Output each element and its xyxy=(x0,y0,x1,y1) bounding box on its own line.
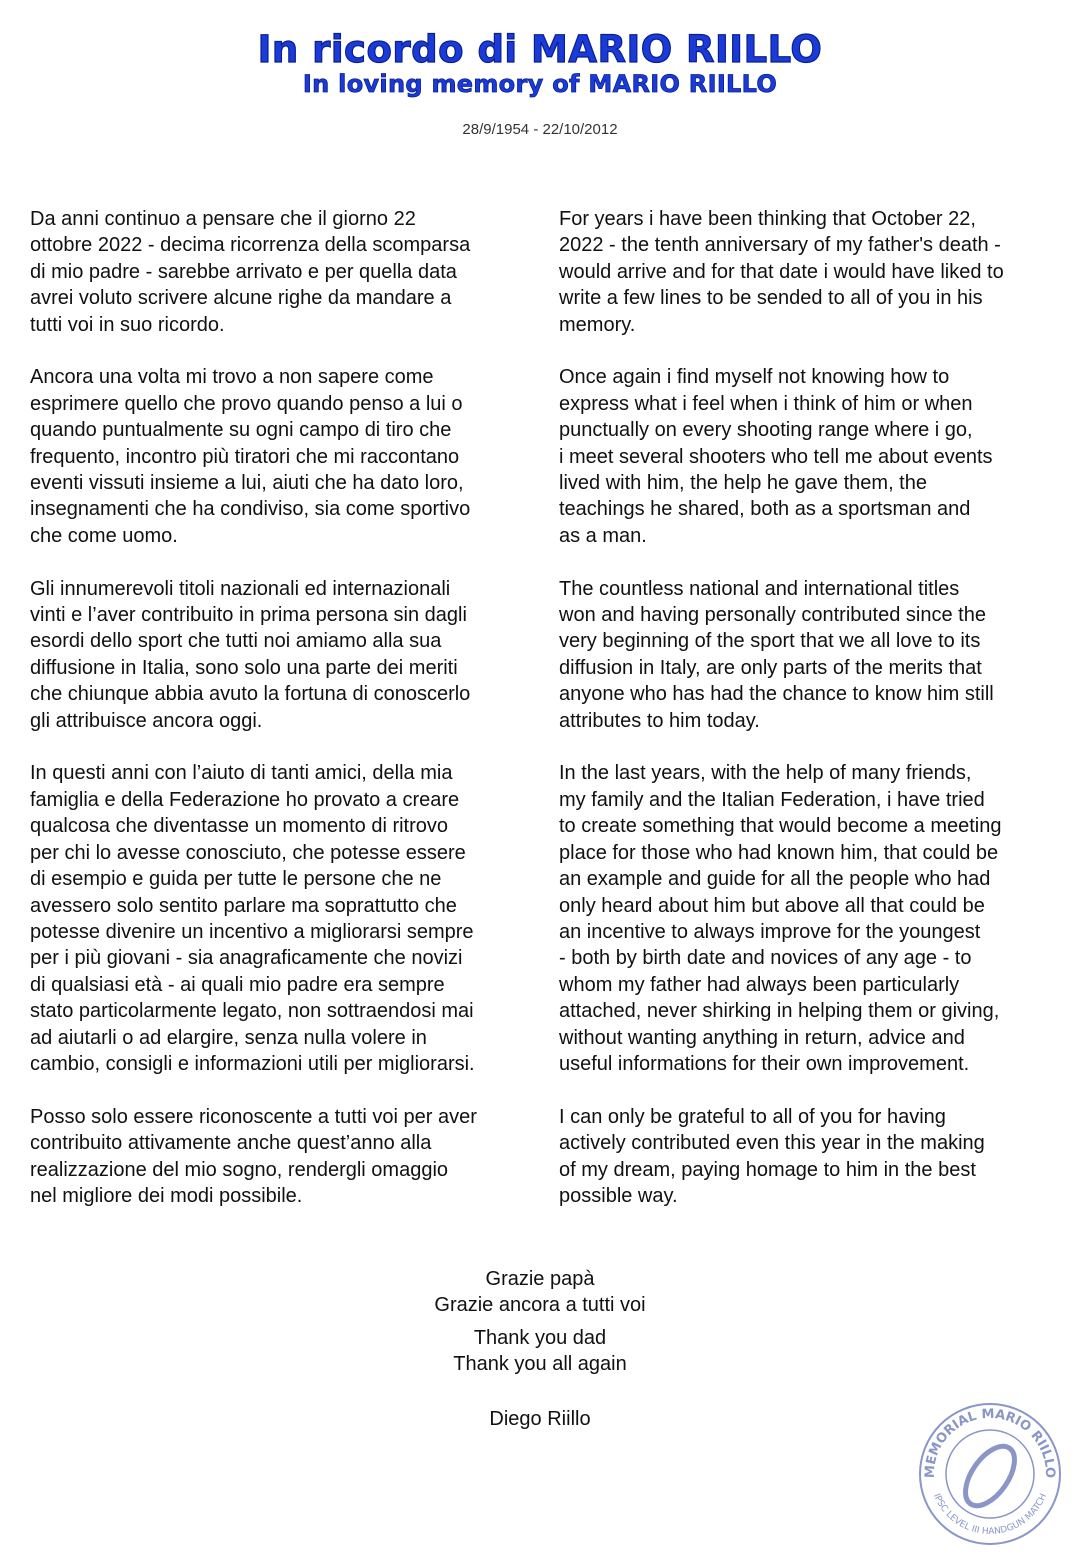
text-line: Ancora una volta mi trovo a non sapere come xyxy=(30,366,434,389)
text-line: per i più giovani - sia anagraficamente che novizi xyxy=(30,947,463,970)
text-line: my family and the Italian Federation, i have tried xyxy=(559,788,985,811)
text-line: anyone who has had the chance to know him still xyxy=(559,683,994,706)
text-line: esprimere quello che provo quando penso a lui o xyxy=(30,392,463,415)
text-line: famiglia e della Federazione ho provato a creare xyxy=(30,788,460,811)
text-line: diffusione in Italia, sono solo una parte dei meriti xyxy=(30,656,458,679)
text-line: only heard about him but above all that could be xyxy=(559,894,985,917)
text-line: place for those who had known him, that could be xyxy=(559,841,999,864)
text-line: di mio padre - sarebbe arrivato e per quella data xyxy=(30,260,457,283)
paragraph xyxy=(559,576,1069,734)
seal-bottom-text: IPSC LEVEL III HANDGUN MATCH xyxy=(930,1492,1050,1538)
text-line: - both by birth date and novices of any age - to xyxy=(559,947,972,970)
paragraph xyxy=(30,1104,540,1210)
text-line: esordi dello sport che tutti noi amiamo alla sua xyxy=(30,630,442,653)
text-line: as a man. xyxy=(559,524,647,547)
paragraph xyxy=(30,364,540,549)
text-line: attached, never shirking in helping them or giving, xyxy=(559,1000,1000,1023)
text-line: ad aiutarli o ad elargire, senza nulla volere in xyxy=(30,1026,427,1049)
text-line: ottobre 2022 - decima ricorrenza della scomparsa xyxy=(30,234,471,257)
english-column xyxy=(559,206,1069,1236)
text-line: tutti voi in suo ricordo. xyxy=(30,313,225,336)
paragraph xyxy=(559,760,1069,1077)
text-line: actively contributed even this year in the making xyxy=(559,1132,985,1155)
paragraph xyxy=(559,364,1069,549)
paragraph xyxy=(30,206,540,338)
text-line: Da anni continuo a pensare che il giorno 22 xyxy=(30,208,416,230)
text-line: insegnamenti che ha condiviso, sia come sportivo xyxy=(30,498,471,521)
closing-line: Grazie ancora a tutti voi xyxy=(434,1294,646,1316)
text-line: The countless national and international titles xyxy=(559,577,960,600)
text-line: won and having personally contributed since the xyxy=(559,604,986,627)
text-line: stato particolarmente legato, non sottraendosi mai xyxy=(30,1000,474,1023)
text-line: Once again i find myself not knowing how to xyxy=(559,366,950,389)
text-line: che chiunque abbia avuto la fortuna di conoscerlo xyxy=(30,683,471,706)
text-line: attributes to him today. xyxy=(559,709,760,732)
text-line: i meet several shooters who tell me about events xyxy=(559,445,993,468)
text-line: In questi anni con l’aiuto di tanti amici, della mia xyxy=(30,762,453,785)
seal-top-text: MEMORIAL MARIO RIILLO xyxy=(922,1406,1058,1479)
closing-line: Grazie papà xyxy=(485,1268,595,1290)
text-line: realizzazione del mio sogno, rendergli omaggio xyxy=(30,1158,449,1181)
closing-line: Thank you all again xyxy=(453,1353,627,1375)
text-line: potesse divenire un incentivo a migliorarsi sempre xyxy=(30,920,474,943)
text-line: avessero solo sentito parlare ma soprattutto che xyxy=(30,894,457,917)
text-line: eventi vissuti insieme a lui, aiuti che ha dato loro, xyxy=(30,472,464,495)
memorial-seal-logo xyxy=(916,1400,1064,1548)
text-line: For years i have been thinking that October 22, xyxy=(559,208,976,230)
text-line: I can only be grateful to all of you for having xyxy=(559,1105,946,1128)
life-dates: 28/9/1954 - 22/10/2012 xyxy=(462,121,618,138)
italian-column xyxy=(30,206,540,1236)
text-line: di qualsiasi età - ai quali mio padre era sempre xyxy=(30,973,445,996)
text-line: of my dream, paying homage to him in the best xyxy=(559,1158,976,1181)
text-line: to create something that would become a meeting xyxy=(559,815,1002,838)
text-line: di esempio e guida per tutte le persone che ne xyxy=(30,868,442,891)
text-line: write a few lines to be sended to all of you in his xyxy=(559,287,983,310)
text-line: would arrive and for that date i would have liked to xyxy=(559,260,1004,283)
text-line: punctually on every shooting range where i go, xyxy=(559,419,973,442)
signature: Diego Riillo xyxy=(489,1408,591,1430)
paragraph xyxy=(559,206,1069,338)
closing-english xyxy=(0,1325,1080,1377)
text-line: diffusion in Italy, are only parts of the merits that xyxy=(559,656,982,679)
text-line: In the last years, with the help of many friends, xyxy=(559,762,972,785)
text-line: an incentive to always improve for the youngest xyxy=(559,920,981,943)
text-line: avrei voluto scrivere alcune righe da mandare a xyxy=(30,287,452,310)
text-line: contribuito attivamente anche quest’anno alla xyxy=(30,1132,432,1155)
text-line: possible way. xyxy=(559,1184,678,1207)
text-line: quando puntualmente su ogni campo di tiro che xyxy=(30,419,452,442)
text-line: per chi lo avesse conosciuto, che potesse essere xyxy=(30,841,466,864)
text-line: without wanting anything in return, advice and xyxy=(559,1026,965,1049)
text-line: che come uomo. xyxy=(30,524,178,547)
closing-italian xyxy=(0,1266,1080,1318)
text-line: frequento, incontro più tiratori che mi raccontano xyxy=(30,445,460,468)
text-line: express what i feel when i think of him or when xyxy=(559,392,973,415)
text-line: Posso solo essere riconoscente a tutti voi per aver xyxy=(30,1105,477,1128)
text-line: useful informations for their own improvement. xyxy=(559,1052,970,1075)
paragraph xyxy=(30,760,540,1077)
text-line: cambio, consigli e informazioni utili per migliorarsi. xyxy=(30,1052,475,1075)
text-line: gli attribuisce ancora oggi. xyxy=(30,709,263,732)
text-line: 2022 - the tenth anniversary of my father's death - xyxy=(559,234,1001,257)
text-line: lived with him, the help he gave them, the xyxy=(559,472,927,495)
closing-line: Thank you dad xyxy=(473,1327,607,1349)
page-title: In ricordo di MARIO RIILLO xyxy=(257,28,823,71)
text-line: teachings he shared, both as a sportsman and xyxy=(559,498,971,521)
text-line: vinti e l’aver contribuito in prima persona sin dagli xyxy=(30,604,467,627)
paragraph xyxy=(559,1104,1069,1210)
text-line: memory. xyxy=(559,313,636,336)
text-line: Gli innumerevoli titoli nazionali ed internazionali xyxy=(30,577,451,600)
text-line: very beginning of the sport that we all love to its xyxy=(559,630,981,653)
header xyxy=(0,30,1080,98)
text-line: nel migliore dei modi possibile. xyxy=(30,1184,303,1207)
text-line: whom my father had always been particularly xyxy=(559,973,960,996)
text-line: an example and guide for all the people who had xyxy=(559,868,991,891)
text-line: qualcosa che diventasse un momento di ritrovo xyxy=(30,815,449,838)
page-subtitle: In loving memory of MARIO RIILLO xyxy=(302,70,778,98)
paragraph xyxy=(30,576,540,734)
